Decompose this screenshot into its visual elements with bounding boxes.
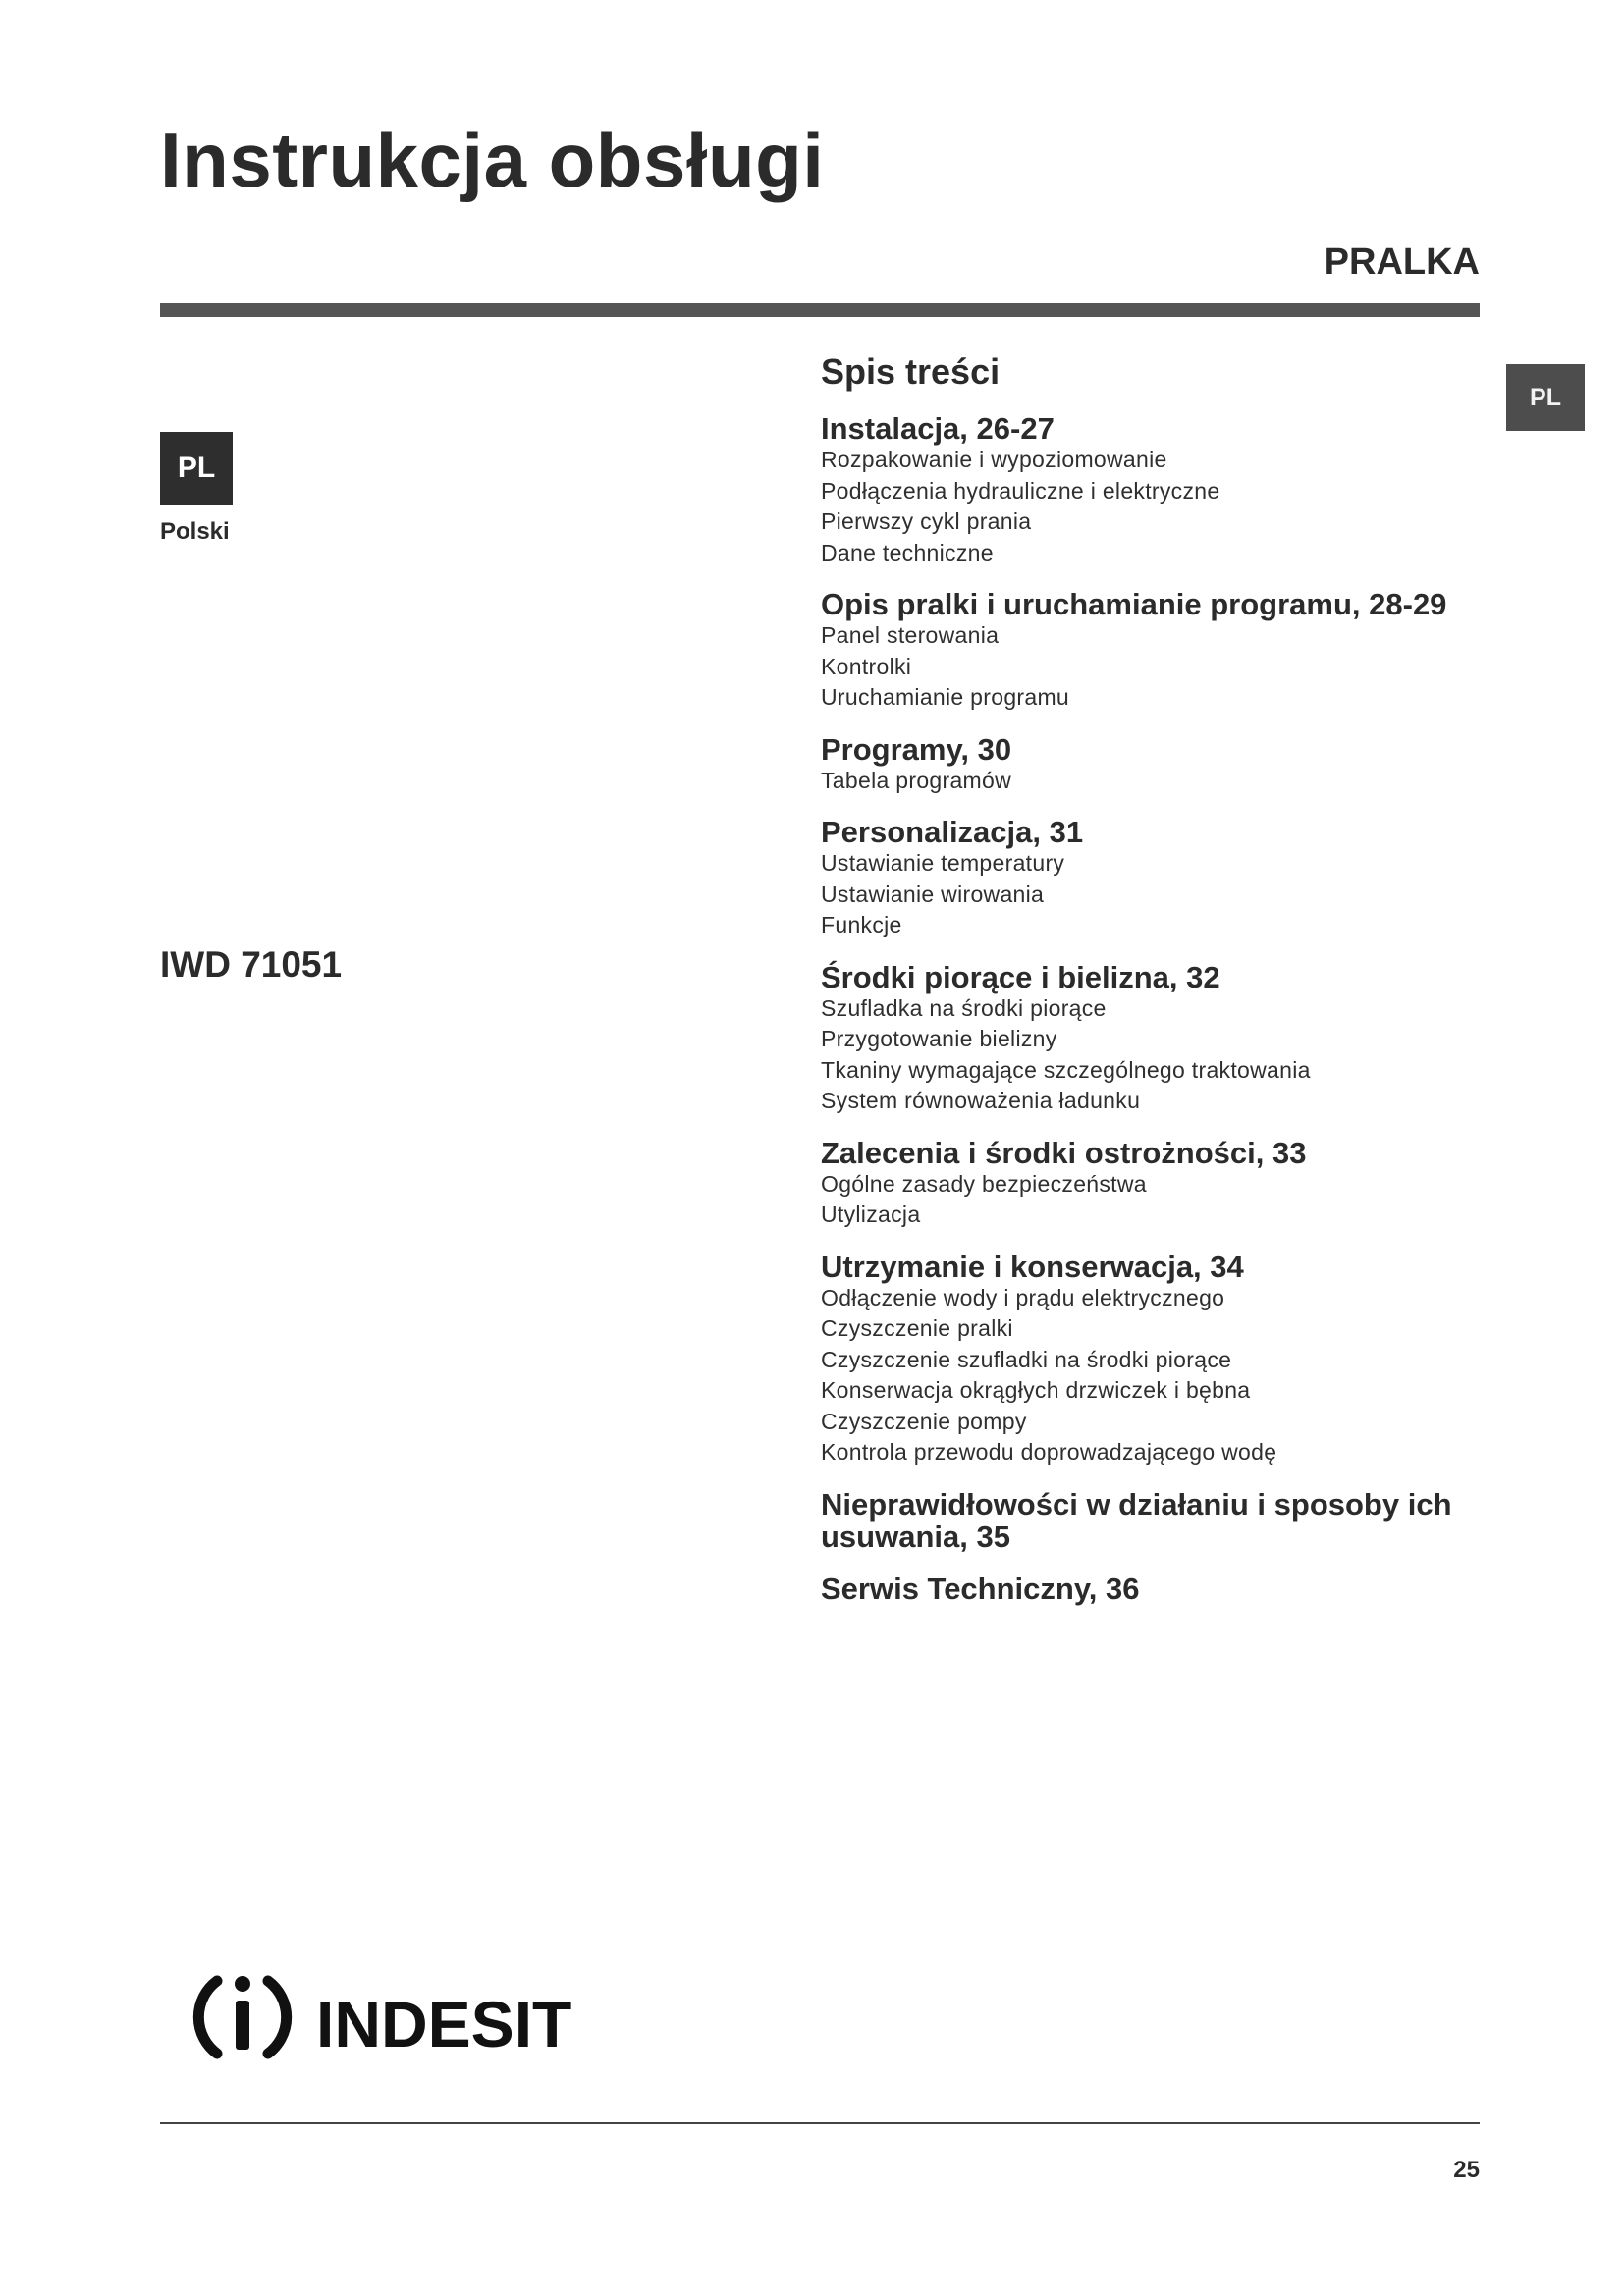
toc-item: System równoważenia ładunku bbox=[821, 1088, 1141, 1113]
toc-item: Pierwszy cykl prania bbox=[821, 508, 1032, 534]
toc-section-title: Zalecenia i środki ostrożności, 33 bbox=[821, 1135, 1307, 1170]
toc-section-title: Personalizacja, 31 bbox=[821, 815, 1084, 849]
footer-divider bbox=[160, 2122, 1480, 2124]
toc-section-title: Instalacja, 26-27 bbox=[821, 411, 1055, 446]
page-number: 25 bbox=[1453, 2157, 1480, 2183]
language-side-tab: PL bbox=[1506, 364, 1585, 431]
toc-item: Ogólne zasady bezpieczeństwa bbox=[821, 1170, 1147, 1197]
toc-section-title: Utrzymanie i konserwacja, 34 bbox=[821, 1249, 1244, 1284]
toc-item: Odłączenie wody i prądu elektrycznego bbox=[821, 1284, 1225, 1310]
toc-item: Konserwacja okrągłych drzwiczek i bębna bbox=[821, 1377, 1251, 1403]
toc-section bbox=[821, 1488, 1489, 1553]
language-name: Polski bbox=[160, 518, 230, 545]
toc-item: Uruchamianie programu bbox=[821, 684, 1070, 710]
toc-item: Ustawianie wirowania bbox=[821, 881, 1045, 907]
toc-item: Kontrolki bbox=[821, 653, 912, 679]
toc-section-title: Nieprawidłowości w działaniu i sposoby ich usuwania, 35 bbox=[821, 1486, 1452, 1554]
toc-item: Czyszczenie pompy bbox=[821, 1408, 1027, 1434]
toc-section-title: Opis pralki i uruchamianie programu, 28-29 bbox=[821, 587, 1447, 621]
language-badge: PL bbox=[160, 432, 233, 505]
toc-item: Przygotowanie bielizny bbox=[821, 1026, 1057, 1051]
indesit-logo bbox=[187, 1961, 579, 2069]
toc-item: Panel sterowania bbox=[821, 622, 1000, 648]
toc-section-title: Programy, 30 bbox=[821, 731, 1012, 767]
toc-section bbox=[821, 733, 1489, 797]
toc-section bbox=[821, 816, 1489, 941]
toc-item: Dane techniczne bbox=[821, 539, 994, 565]
toc-item: Czyszczenie szufladki na środki piorące bbox=[821, 1346, 1232, 1372]
toc-item: Podłączenia hydrauliczne i elektryczne bbox=[821, 477, 1220, 504]
toc-section bbox=[821, 412, 1489, 568]
product-type: PRALKA bbox=[1324, 241, 1480, 283]
toc-item: Funkcje bbox=[821, 912, 902, 937]
toc-section-title: Środki piorące i bielizna, 32 bbox=[821, 959, 1220, 994]
toc-item: Tkaniny wymagające szczególnego traktowania bbox=[821, 1056, 1311, 1083]
toc-section bbox=[821, 1573, 1489, 1605]
toc-section bbox=[821, 588, 1489, 714]
logo-power-icon bbox=[198, 1976, 286, 2054]
toc-section-title: Serwis Techniczny, 36 bbox=[821, 1571, 1140, 1606]
toc-item: Tabela programów bbox=[821, 767, 1012, 793]
toc-item: Utylizacja bbox=[821, 1201, 921, 1227]
header-divider bbox=[160, 303, 1480, 317]
toc-item: Szufladka na środki piorące bbox=[821, 994, 1107, 1021]
toc-item: Kontrola przewodu doprowadzającego wodę bbox=[821, 1439, 1277, 1465]
model-number: IWD 71051 bbox=[160, 944, 343, 985]
toc-item: Czyszczenie pralki bbox=[821, 1315, 1013, 1341]
document-title: Instrukcja obsługi bbox=[160, 117, 825, 203]
toc-heading: Spis treści bbox=[821, 351, 1001, 392]
toc-section bbox=[821, 1251, 1489, 1468]
table-of-contents bbox=[821, 351, 1489, 1625]
toc-item: Rozpakowanie i wypoziomowanie bbox=[821, 447, 1167, 472]
toc-section bbox=[821, 961, 1489, 1117]
toc-sections bbox=[821, 412, 1489, 1605]
toc-item: Ustawianie temperatury bbox=[821, 850, 1065, 876]
toc-section bbox=[821, 1137, 1489, 1231]
logo-wordmark: INDESIT bbox=[316, 1988, 572, 2060]
